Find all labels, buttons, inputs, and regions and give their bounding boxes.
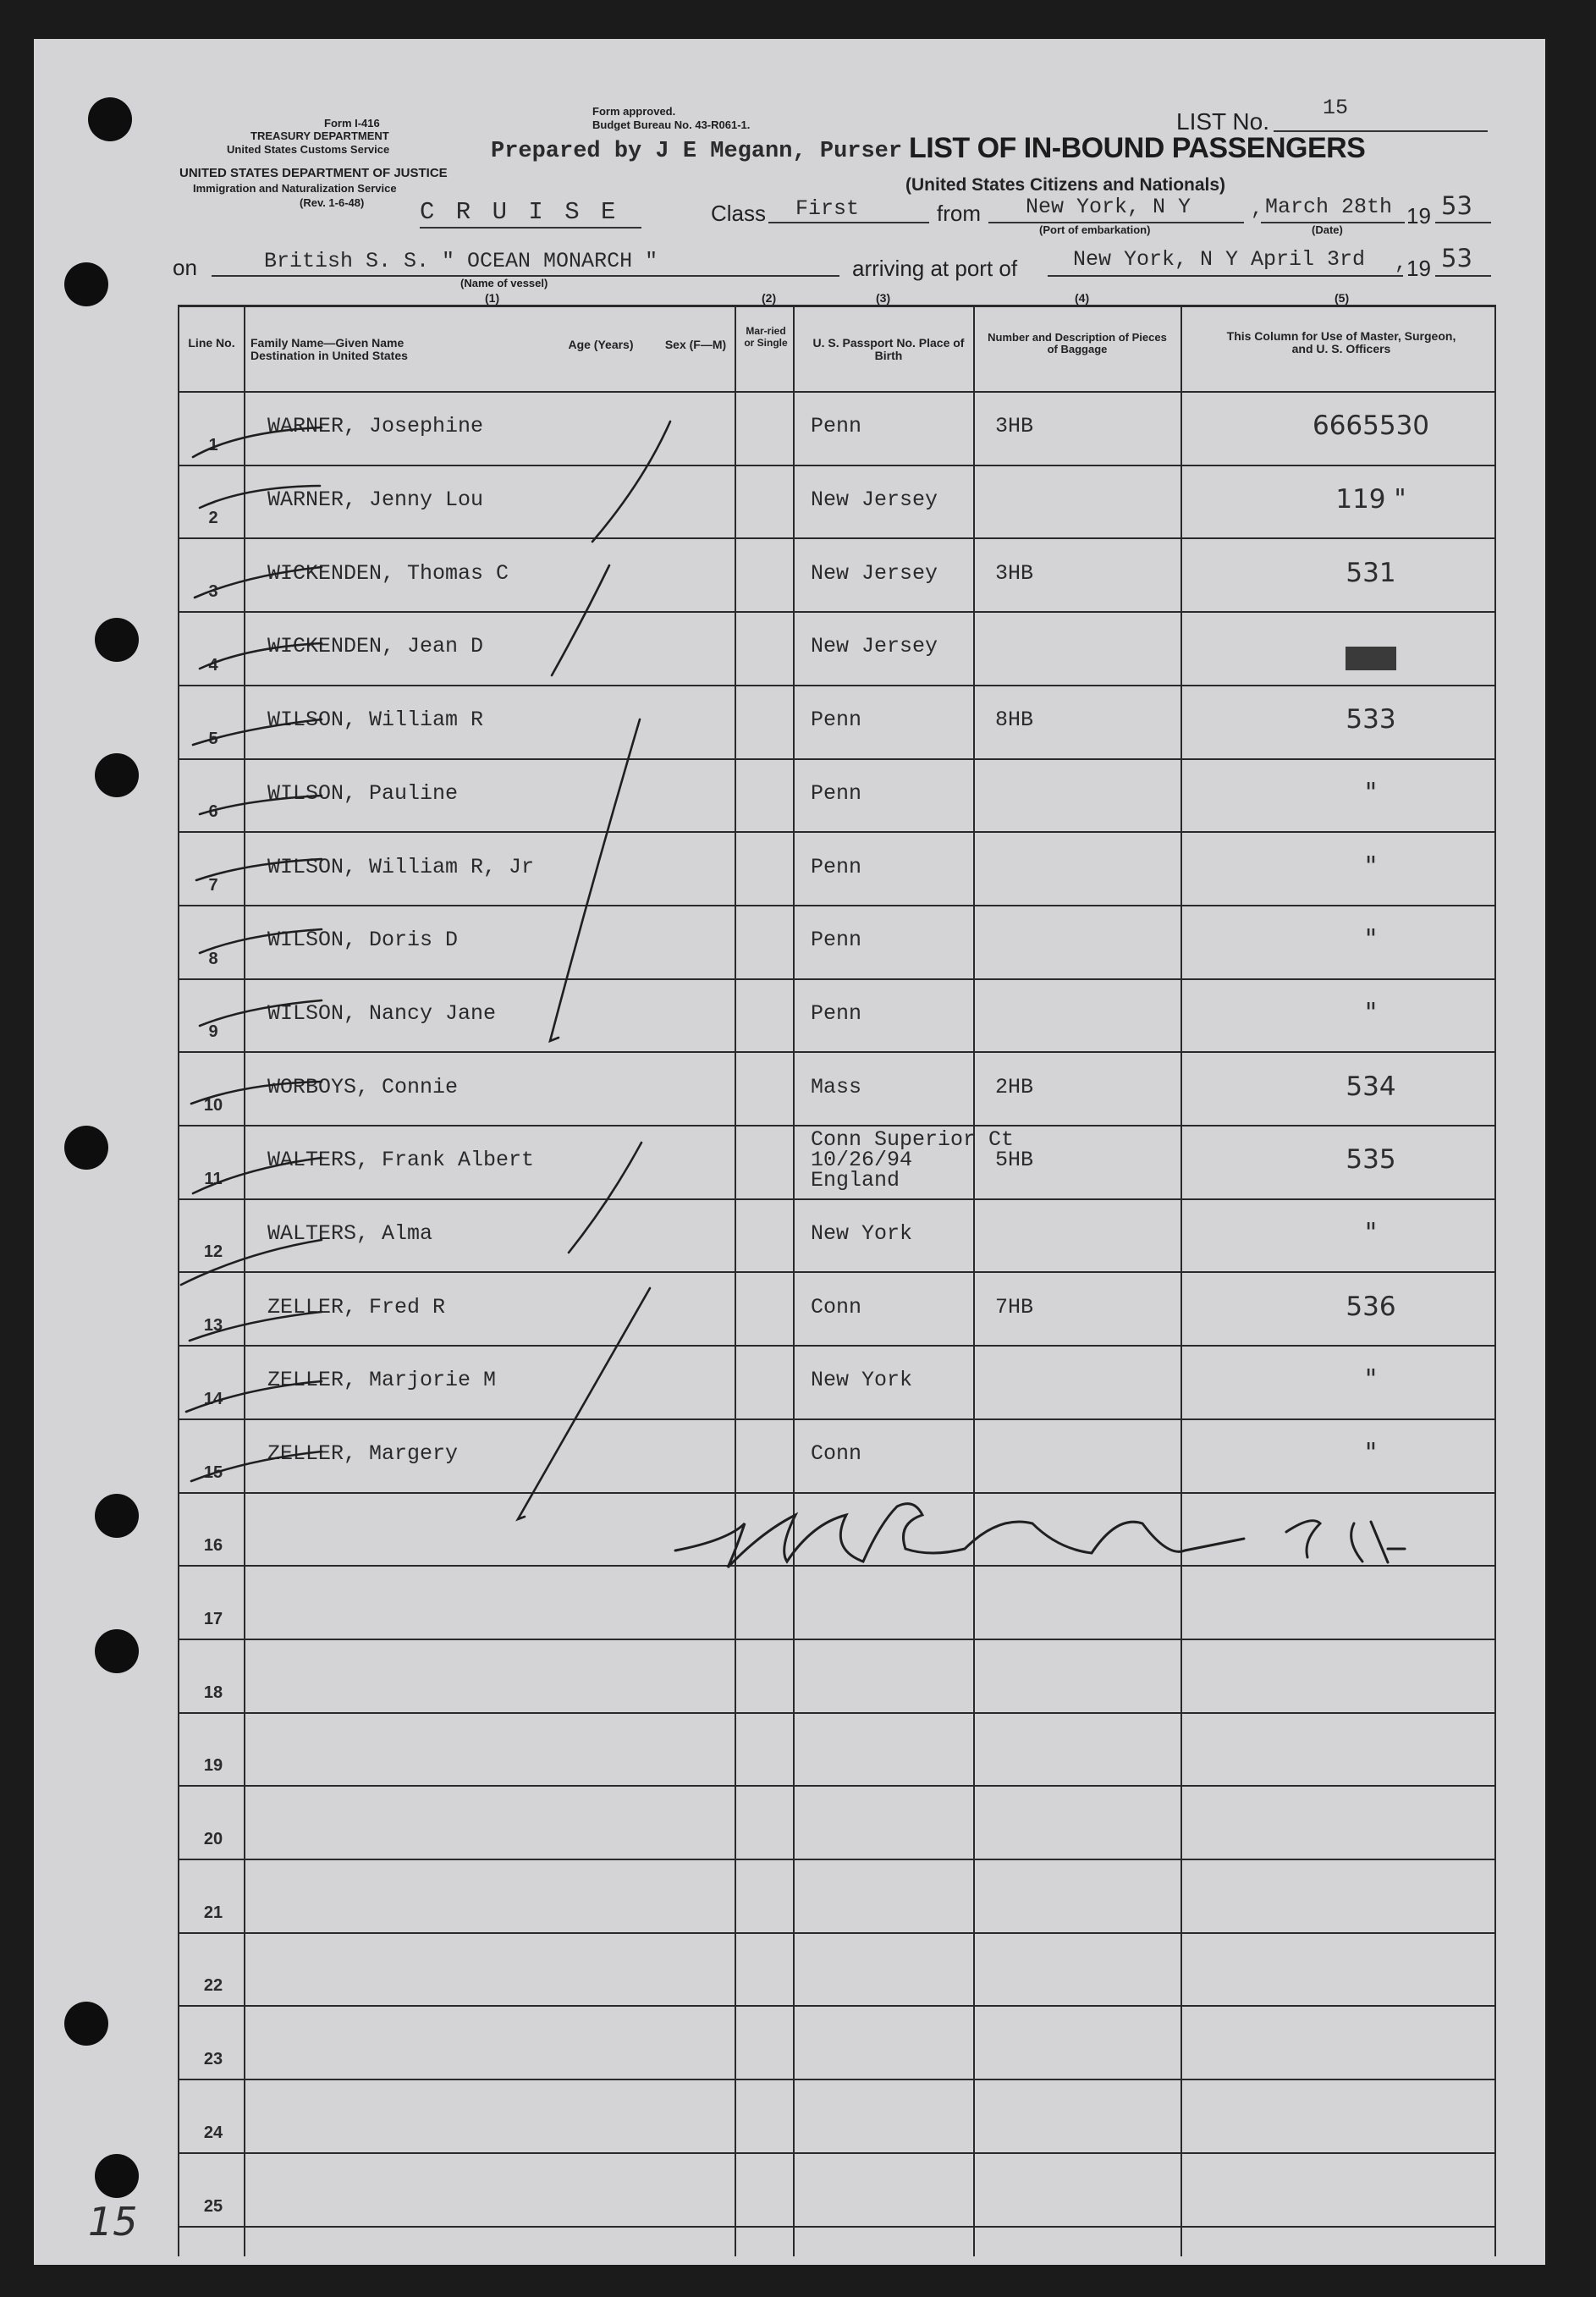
- officer-note: 535: [1346, 1144, 1396, 1175]
- vessel-caption: (Name of vessel): [460, 277, 548, 289]
- officer-note: 534: [1346, 1071, 1396, 1102]
- check-stroke: [550, 719, 640, 1041]
- column-number: (1): [485, 291, 500, 305]
- depart-date: March 28th: [1265, 195, 1393, 219]
- tick-mark: [200, 1000, 322, 1026]
- form-approved: Form approved.: [592, 105, 676, 118]
- officer-note: ": [1364, 851, 1378, 882]
- passenger-name: WICKENDEN, Jean D: [267, 634, 484, 658]
- place-of-birth: New York: [811, 1368, 913, 1392]
- tick-mark: [193, 719, 322, 745]
- baggage: 2HB: [995, 1075, 1034, 1099]
- baggage: 8HB: [995, 708, 1034, 732]
- passenger-name: ZELLER, Fred R: [267, 1295, 446, 1319]
- line-number: 6: [208, 802, 218, 821]
- officer-note: ": [1364, 924, 1378, 955]
- line-number: 9: [208, 1022, 218, 1041]
- line-number: 12: [203, 1242, 223, 1261]
- place-of-birth: Mass: [811, 1075, 862, 1099]
- tick-mark: [195, 567, 322, 598]
- line-number: 17: [203, 1610, 223, 1628]
- tick-mark: [200, 929, 322, 953]
- line-number: 1: [208, 436, 218, 454]
- tick-mark: [186, 1381, 322, 1412]
- column-header-sex: Sex (F—M): [664, 338, 727, 351]
- passenger-name: WILSON, Doris D: [267, 928, 459, 952]
- department-of-justice: UNITED STATES DEPARTMENT OF JUSTICE: [179, 166, 448, 180]
- place-of-birth: Penn: [811, 414, 862, 438]
- officer-note: 119 ": [1335, 484, 1406, 515]
- tick-mark: [200, 643, 322, 669]
- column-number: (4): [1075, 291, 1090, 305]
- place-of-birth: Penn: [811, 928, 862, 952]
- customs-service: United States Customs Service: [227, 143, 390, 156]
- tick-mark: [181, 1240, 322, 1285]
- passenger-name: WALTERS, Frank Albert: [267, 1148, 535, 1172]
- check-stroke: [569, 1143, 641, 1253]
- ins-label: Immigration and Naturalization Service: [193, 182, 397, 195]
- column-number: (3): [876, 291, 891, 305]
- signature: [675, 1504, 1405, 1567]
- year-prefix: 19: [1406, 203, 1431, 229]
- passenger-name: ZELLER, Margery: [267, 1441, 459, 1466]
- passenger-name: WICKENDEN, Thomas C: [267, 561, 509, 586]
- line-number: 14: [203, 1390, 223, 1408]
- line-number: 5: [208, 730, 218, 748]
- arriving-label: arriving at port of: [852, 256, 1018, 281]
- prepared-by: Prepared by J E Megann, Purser: [491, 139, 903, 164]
- line-number: 22: [203, 1976, 223, 1995]
- passenger-name: WILSON, Nancy Jane: [267, 1001, 497, 1026]
- margin-note: 15: [88, 2199, 138, 2245]
- place-of-birth: New Jersey: [811, 634, 938, 658]
- line-number: 8: [208, 950, 218, 968]
- baggage: 3HB: [995, 414, 1034, 438]
- column-number: (5): [1335, 291, 1350, 305]
- officer-note: ": [1364, 1364, 1378, 1395]
- list-no-value: 15: [1323, 96, 1349, 120]
- place-of-birth: Penn: [811, 708, 862, 732]
- tick-mark: [193, 427, 322, 457]
- tick-mark: [200, 796, 322, 814]
- place-of-birth: Penn: [811, 855, 862, 879]
- line-number: 11: [204, 1170, 223, 1188]
- line-number: 18: [203, 1683, 223, 1702]
- baggage: 5HB: [995, 1148, 1034, 1172]
- place-of-birth: New Jersey: [811, 487, 938, 512]
- year-value: 53: [1441, 191, 1472, 220]
- baggage: 7HB: [995, 1295, 1034, 1319]
- vessel-value: British S. S. " OCEAN MONARCH ": [264, 249, 658, 273]
- column-header-line-no: Line No.: [188, 336, 235, 350]
- list-no-label: LIST No.: [1176, 108, 1269, 135]
- place-of-birth: Conn: [811, 1441, 862, 1466]
- place-of-birth: New York: [811, 1221, 913, 1246]
- class-value: First: [795, 196, 860, 221]
- line-number: 13: [203, 1316, 223, 1335]
- column-header-passport: U. S. Passport No. Place of Birth: [812, 336, 965, 362]
- place-of-birth: New Jersey: [811, 561, 938, 586]
- date-caption: (Date): [1312, 223, 1343, 236]
- officer-note: ": [1364, 1218, 1378, 1248]
- port-caption: (Port of embarkation): [1039, 223, 1151, 236]
- officer-note: ": [1364, 1438, 1378, 1468]
- line-number: 3: [208, 582, 218, 601]
- passenger-name: WILSON, Pauline: [267, 781, 459, 806]
- passenger-name: WILSON, William R: [267, 708, 484, 732]
- place-of-birth: Conn: [811, 1295, 862, 1319]
- line-number: 2: [208, 509, 218, 527]
- line-number: 25: [203, 2197, 223, 2216]
- line-number: 10: [203, 1096, 223, 1115]
- arrival-year-value: 53: [1441, 244, 1472, 273]
- column-number: (2): [762, 291, 777, 305]
- arrival-year-prefix: 19: [1406, 256, 1431, 281]
- column-header-married: Mar-ried or Single: [744, 325, 788, 349]
- arrival-value: New York, N Y April 3rd: [1073, 247, 1366, 272]
- form-number: Form I-416: [324, 117, 380, 129]
- passenger-name: WARNER, Jenny Lou: [267, 487, 484, 512]
- tick-mark: [200, 486, 320, 508]
- place-of-birth: Penn: [811, 1001, 862, 1026]
- officer-note: 536: [1346, 1292, 1396, 1322]
- list-title: LIST OF IN-BOUND PASSENGERS: [909, 132, 1366, 164]
- revision-label: (Rev. 1-6-48): [300, 196, 365, 209]
- tick-mark: [191, 1082, 322, 1104]
- redacted-mark: [1346, 647, 1396, 670]
- line-number: 16: [203, 1536, 223, 1555]
- treasury-department: TREASURY DEPARTMENT: [250, 129, 389, 142]
- officer-note: 533: [1346, 704, 1396, 735]
- officer-note: 531: [1346, 558, 1396, 588]
- check-stroke: [518, 1288, 650, 1519]
- passenger-name: WILSON, William R, Jr: [267, 855, 535, 879]
- tick-mark: [193, 1158, 322, 1193]
- passenger-name: ZELLER, Marjorie M: [267, 1368, 497, 1392]
- comma: ,: [1395, 252, 1407, 275]
- officer-note: 6665530: [1312, 410, 1430, 441]
- passenger-name: WALTERS, Alma: [267, 1221, 433, 1246]
- on-label: on: [173, 255, 197, 280]
- column-header-officers: This Column for Use of Master, Surgeon, and U. S. Officers: [1226, 329, 1456, 355]
- passenger-name: WARNER, Josephine: [267, 414, 484, 438]
- tick-mark: [190, 1312, 322, 1341]
- baggage: 3HB: [995, 561, 1034, 586]
- column-header-age: Age (Years): [568, 338, 634, 351]
- column-header-name: Family Name—Given Name Destination in United States: [250, 336, 408, 362]
- line-number: 15: [203, 1463, 223, 1482]
- line-number: 24: [203, 2123, 223, 2142]
- tick-mark: [191, 1451, 322, 1481]
- check-stroke: [592, 421, 670, 542]
- list-subtitle: (United States Citizens and Nationals): [905, 175, 1226, 195]
- place-of-birth: Penn: [811, 781, 862, 806]
- check-stroke: [552, 565, 609, 675]
- budget-bureau: Budget Bureau No. 43-R061-1.: [592, 118, 751, 131]
- line-number: 23: [203, 2050, 223, 2068]
- from-value: New York, N Y: [1026, 195, 1191, 219]
- line-number: 4: [208, 656, 218, 675]
- from-label: from: [937, 201, 981, 226]
- tick-mark: [196, 859, 322, 880]
- line-number: 20: [203, 1830, 223, 1848]
- column-header-baggage: Number and Description of Pieces of Baggage: [988, 331, 1167, 355]
- cruise-label: C R U I S E: [420, 198, 619, 226]
- line-number: 7: [208, 876, 218, 895]
- passenger-name: WORBOYS, Connie: [267, 1075, 459, 1099]
- officer-note: ": [1364, 778, 1378, 808]
- officer-note: ": [1364, 998, 1378, 1028]
- line-number: 19: [203, 1756, 223, 1775]
- place-of-birth: Conn Superior Ct 10/26/94 England: [811, 1127, 1015, 1193]
- comma: ,: [1251, 198, 1263, 221]
- class-label: Class: [711, 201, 767, 226]
- line-number: 21: [203, 1903, 223, 1922]
